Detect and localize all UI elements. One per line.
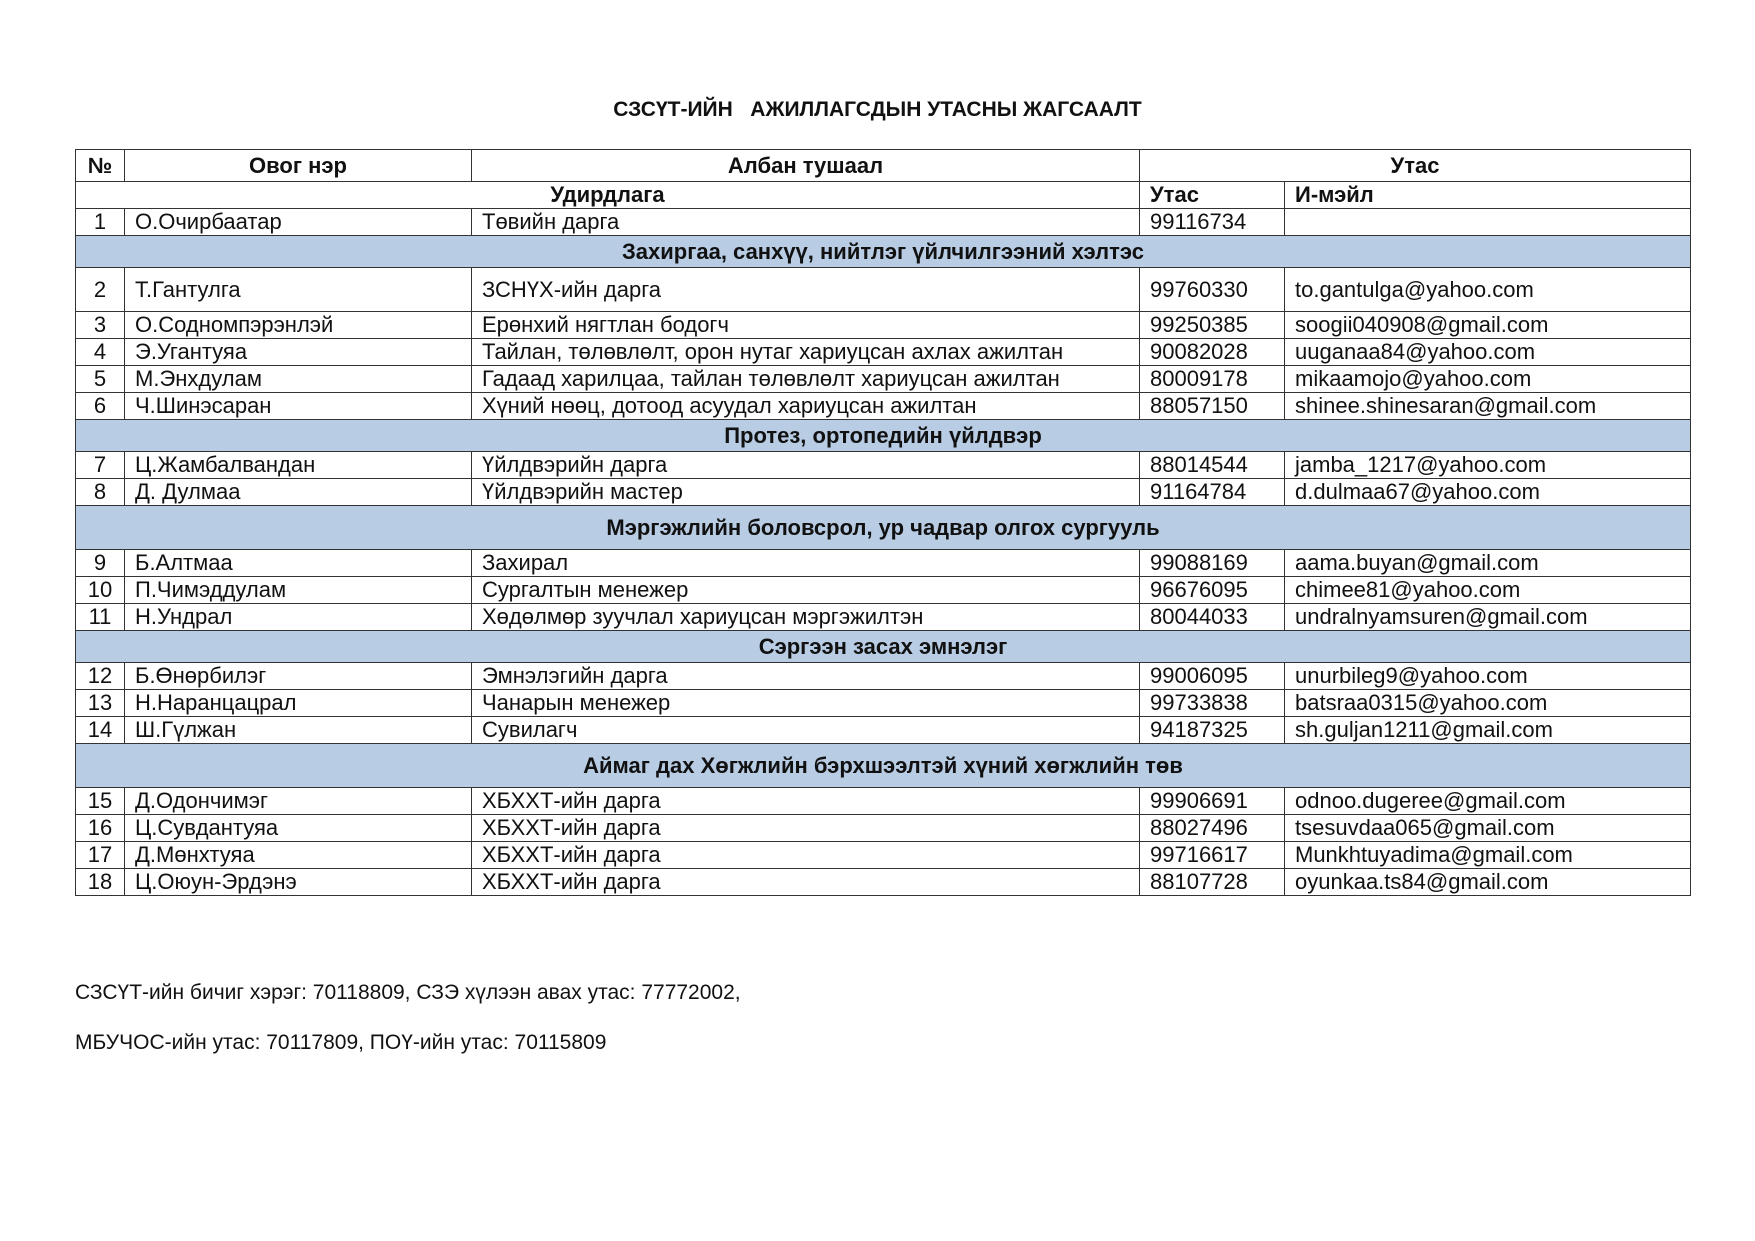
row-name: Н.Наранцацрал: [125, 690, 472, 717]
row-position: Үйлдвэрийн дарга: [472, 452, 1140, 479]
row-name: О.Очирбаатар: [125, 209, 472, 236]
row-position: ХБХХТ-ийн дарга: [472, 788, 1140, 815]
row-email: soogii040908@gmail.com: [1285, 312, 1691, 339]
row-name: Ц.Сувдантуяа: [125, 815, 472, 842]
section-title: Мэргэжлийн боловсрол, ур чадвар олгох сургууль: [76, 506, 1691, 550]
row-phone: 99760330: [1140, 268, 1285, 312]
row-no: 15: [76, 788, 125, 815]
row-name: П.Чимэддулам: [125, 577, 472, 604]
row-position: Төвийн дарга: [472, 209, 1140, 236]
section-title: Протез, ортопедийн үйлдвэр: [76, 420, 1691, 452]
table-row: [76, 604, 1691, 631]
row-position: ЗСНҮХ-ийн дарга: [472, 268, 1140, 312]
section-management: Удирдлага: [76, 182, 1140, 209]
row-phone: 91164784: [1140, 479, 1285, 506]
row-name: Н.Ундрал: [125, 604, 472, 631]
row-phone: 99088169: [1140, 550, 1285, 577]
row-position: Үйлдвэрийн мастер: [472, 479, 1140, 506]
row-no: 17: [76, 842, 125, 869]
table-row: [76, 393, 1691, 420]
row-name: Т.Гантулга: [125, 268, 472, 312]
footer-phones-line2: МБУЧОС-ийн утас: 70117809, ПОҮ-ийн утас: 70115809: [75, 1031, 607, 1054]
table-row: [76, 577, 1691, 604]
row-no: 11: [76, 604, 125, 631]
header-contact: Утас: [1140, 150, 1691, 182]
footer-phones-line1: СЗСҮТ-ийн бичиг хэрэг: 70118809, СЗЭ хүлээн авах утас: 77772002,: [75, 981, 741, 1004]
section-row: [76, 506, 1691, 550]
row-email: aama.buyan@gmail.com: [1285, 550, 1691, 577]
table-row: [76, 339, 1691, 366]
row-name: М.Энхдулам: [125, 366, 472, 393]
row-no: 18: [76, 869, 125, 896]
row-email: [1285, 209, 1691, 236]
row-phone: 99716617: [1140, 842, 1285, 869]
row-no: 13: [76, 690, 125, 717]
header-phone: Утас: [1140, 182, 1285, 209]
row-no: 1: [76, 209, 125, 236]
row-email: tsesuvdaa065@gmail.com: [1285, 815, 1691, 842]
row-email: Munkhtuyadima@gmail.com: [1285, 842, 1691, 869]
row-email: d.dulmaa67@yahoo.com: [1285, 479, 1691, 506]
header-name: Овог нэр: [125, 150, 472, 182]
section-title: Сэргээн засах эмнэлэг: [76, 631, 1691, 663]
row-phone: 88057150: [1140, 393, 1285, 420]
row-phone: 94187325: [1140, 717, 1285, 744]
row-no: 6: [76, 393, 125, 420]
row-name: Ц.Оюун-Эрдэнэ: [125, 869, 472, 896]
row-position: Хөдөлмөр зуучлал хариуцсан мэргэжилтэн: [472, 604, 1140, 631]
row-no: 14: [76, 717, 125, 744]
row-position: Сургалтын менежер: [472, 577, 1140, 604]
row-no: 3: [76, 312, 125, 339]
row-phone: 99116734: [1140, 209, 1285, 236]
row-email: oyunkaa.ts84@gmail.com: [1285, 869, 1691, 896]
row-name: Д.Одончимэг: [125, 788, 472, 815]
row-name: Э.Угантуяа: [125, 339, 472, 366]
row-email: chimee81@yahoo.com: [1285, 577, 1691, 604]
row-phone: 96676095: [1140, 577, 1285, 604]
row-email: sh.guljan1211@gmail.com: [1285, 717, 1691, 744]
row-no: 8: [76, 479, 125, 506]
row-position: Гадаад харилцаа, тайлан төлөвлөлт хариуцсан ажилтан: [472, 366, 1140, 393]
row-no: 10: [76, 577, 125, 604]
table-row: [76, 550, 1691, 577]
row-position: Тайлан, төлөвлөлт, орон нутаг хариуцсан ахлах ажилтан: [472, 339, 1140, 366]
row-phone: 88014544: [1140, 452, 1285, 479]
row-name: Д.Мөнхтуяа: [125, 842, 472, 869]
row-position: Чанарын менежер: [472, 690, 1140, 717]
row-phone: 99250385: [1140, 312, 1285, 339]
row-name: Ц.Жамбалвандан: [125, 452, 472, 479]
header-no: №: [76, 150, 125, 182]
table-row: [76, 815, 1691, 842]
row-email: uuganaa84@yahoo.com: [1285, 339, 1691, 366]
row-no: 2: [76, 268, 125, 312]
row-phone: 90082028: [1140, 339, 1285, 366]
row-position: Сувилагч: [472, 717, 1140, 744]
row-name: Б.Алтмаа: [125, 550, 472, 577]
table-row: [76, 268, 1691, 312]
table-row: [76, 312, 1691, 339]
table-subheader-row: [76, 182, 1691, 209]
table-row: [76, 690, 1691, 717]
row-position: Хүний нөөц, дотоод асуудал хариуцсан ажилтан: [472, 393, 1140, 420]
staff-phone-table: [75, 149, 1691, 896]
row-email: batsraa0315@yahoo.com: [1285, 690, 1691, 717]
table-row: [76, 663, 1691, 690]
row-email: undralnyamsuren@gmail.com: [1285, 604, 1691, 631]
document-title: СЗСҮТ-ИЙН АЖИЛЛАГСДЫН УТАСНЫ ЖАГСААЛТ: [613, 98, 1142, 121]
row-phone: 80009178: [1140, 366, 1285, 393]
row-email: jamba_1217@yahoo.com: [1285, 452, 1691, 479]
row-email: shinee.shinesaran@gmail.com: [1285, 393, 1691, 420]
row-email: unurbileg9@yahoo.com: [1285, 663, 1691, 690]
row-position: Ерөнхий нягтлан бодогч: [472, 312, 1140, 339]
section-row: [76, 744, 1691, 788]
row-email: to.gantulga@yahoo.com: [1285, 268, 1691, 312]
row-phone: 88107728: [1140, 869, 1285, 896]
row-position: Захирал: [472, 550, 1140, 577]
row-no: 16: [76, 815, 125, 842]
row-phone: 99906691: [1140, 788, 1285, 815]
row-email: odnoo.dugeree@gmail.com: [1285, 788, 1691, 815]
table-row: [76, 209, 1691, 236]
row-no: 4: [76, 339, 125, 366]
row-phone: 80044033: [1140, 604, 1285, 631]
table-row: [76, 869, 1691, 896]
row-no: 7: [76, 452, 125, 479]
section-row: [76, 631, 1691, 663]
section-row: [76, 236, 1691, 268]
table-row: [76, 842, 1691, 869]
row-position: Эмнэлэгийн дарга: [472, 663, 1140, 690]
header-position: Албан тушаал: [472, 150, 1140, 182]
table-row: [76, 788, 1691, 815]
row-name: Ш.Гүлжан: [125, 717, 472, 744]
row-no: 5: [76, 366, 125, 393]
row-name: О.Содномпэрэнлэй: [125, 312, 472, 339]
row-phone: 99006095: [1140, 663, 1285, 690]
row-no: 9: [76, 550, 125, 577]
header-email: И-мэйл: [1285, 182, 1691, 209]
row-position: ХБХХТ-ийн дарга: [472, 869, 1140, 896]
table-row: [76, 452, 1691, 479]
row-name: Б.Өнөрбилэг: [125, 663, 472, 690]
row-no: 12: [76, 663, 125, 690]
section-title: Аймаг дах Хөгжлийн бэрхшээлтэй хүний хөгжлийн төв: [76, 744, 1691, 788]
table-row: [76, 479, 1691, 506]
row-position: ХБХХТ-ийн дарга: [472, 815, 1140, 842]
table-row: [76, 366, 1691, 393]
row-name: Ч.Шинэсаран: [125, 393, 472, 420]
row-email: mikaamojo@yahoo.com: [1285, 366, 1691, 393]
section-row: [76, 420, 1691, 452]
table-header-row: [76, 150, 1691, 182]
row-position: ХБХХТ-ийн дарга: [472, 842, 1140, 869]
row-phone: 88027496: [1140, 815, 1285, 842]
table-row: [76, 717, 1691, 744]
section-title: Захиргаа, санхүү, нийтлэг үйлчилгээний хэлтэс: [76, 236, 1691, 268]
row-name: Д. Дулмаа: [125, 479, 472, 506]
row-phone: 99733838: [1140, 690, 1285, 717]
